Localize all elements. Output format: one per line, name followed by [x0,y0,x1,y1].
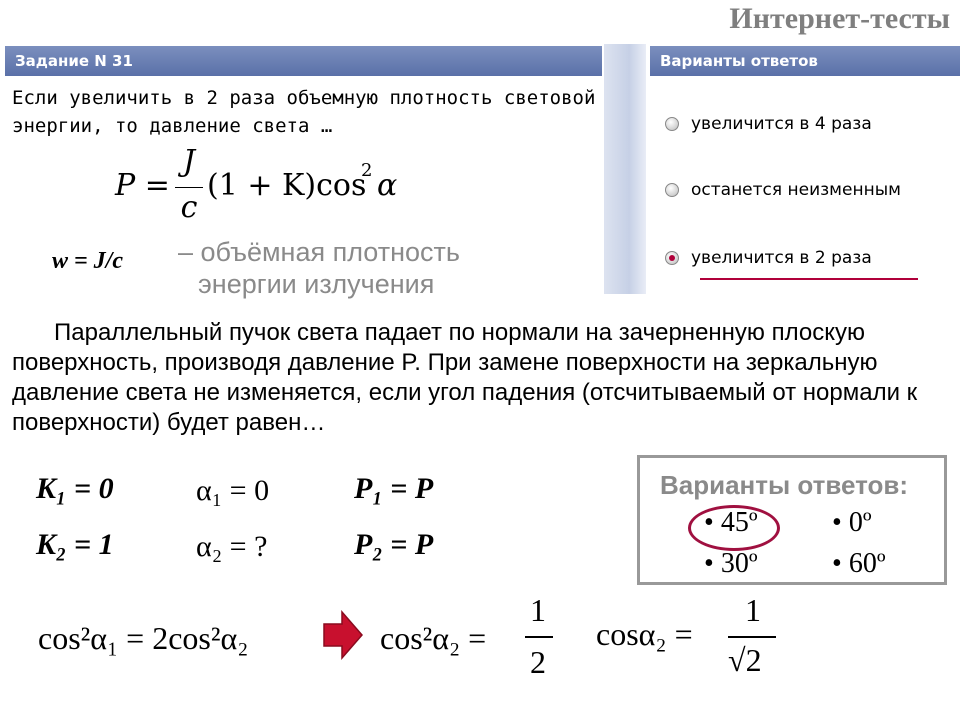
answer-option-3[interactable] [665,248,872,268]
choice-item[interactable]: • 60º [832,548,886,579]
choice-value: 60º [848,548,886,579]
w-formula: w = J/c [52,248,124,274]
answer-option-2[interactable] [665,180,901,200]
bottom-formula-2-num: 1 [530,592,546,628]
problem-text [12,318,952,438]
problem-text-body: Параллельный пучок света падает по нормали на зачерненную плоскую поверхность, производя давление P. При замене поверхности на зеркальную давление света не изменяется, если угол падения (отсчитываемый от нормали к поверхности) будет равен… [12,319,918,436]
choice-item[interactable]: • 0º [832,507,872,538]
w-description-2: энергии излучения [198,269,435,299]
choice-value: 0º [848,507,872,538]
fraction-line [175,187,203,188]
answer-option-label: увеличится в 4 раза [691,114,872,134]
bottom-formula-2-line [525,636,553,638]
bottom-formula-3-line [728,636,776,638]
bottom-formula-2-den: 2 [530,644,546,680]
task-question: Если увеличить в 2 раза объемную плотность световой энергии, то давление света … [12,87,596,137]
choice-item[interactable]: • 45º [704,507,758,538]
choice-item[interactable]: • 30º [704,548,758,579]
bottom-formula-3-lhs: cosα₂ = [596,616,693,652]
task-header-bar: Задание N 31 [5,46,602,76]
choice-value: 45º [720,507,758,538]
answer-underline [700,278,918,280]
divider-strip [604,44,646,294]
page-title: Интернет-тесты [729,2,950,35]
bottom-formula-3-den: √2 [728,642,762,678]
given-alpha2: α₂ = ? [196,530,268,563]
bottom-formula-3-num: 1 [745,592,761,628]
given-k2: K₂ = 1 [36,528,114,561]
w-description-1: – объёмная плотность [178,237,460,267]
radio-icon[interactable] [665,117,679,131]
answer-option-1[interactable] [665,114,872,134]
formula-rest: (1 + K)cos [207,168,367,203]
bottom-formula-2-lhs: cos²α₂ = [380,620,487,656]
choices-title: Варианты ответов: [660,470,909,500]
radio-icon[interactable] [665,183,679,197]
formula-numerator: J [182,144,196,179]
formula-denominator: c [180,190,198,225]
choice-value: 30º [720,548,758,579]
given-alpha1: α₁ = 0 [196,474,270,507]
formula-alpha: α [377,168,398,203]
answers-header-bar: Варианты ответов [650,46,960,76]
answer-option-label: увеличится в 2 раза [691,248,872,268]
given-k1: K₁ = 0 [36,472,114,505]
formula-lhs: P = [115,168,170,203]
given-p2: P₂ = P [354,528,434,561]
bottom-formula-1: cos²α₁ = 2cos²α₂ [38,620,249,656]
formula-power: 2 [361,160,373,181]
arrow-right-icon [322,610,364,660]
pressure-formula [115,144,415,230]
answer-option-label: останется неизменным [691,180,901,200]
radio-selected-icon[interactable] [665,251,679,265]
given-p1: P₁ = P [354,472,434,505]
